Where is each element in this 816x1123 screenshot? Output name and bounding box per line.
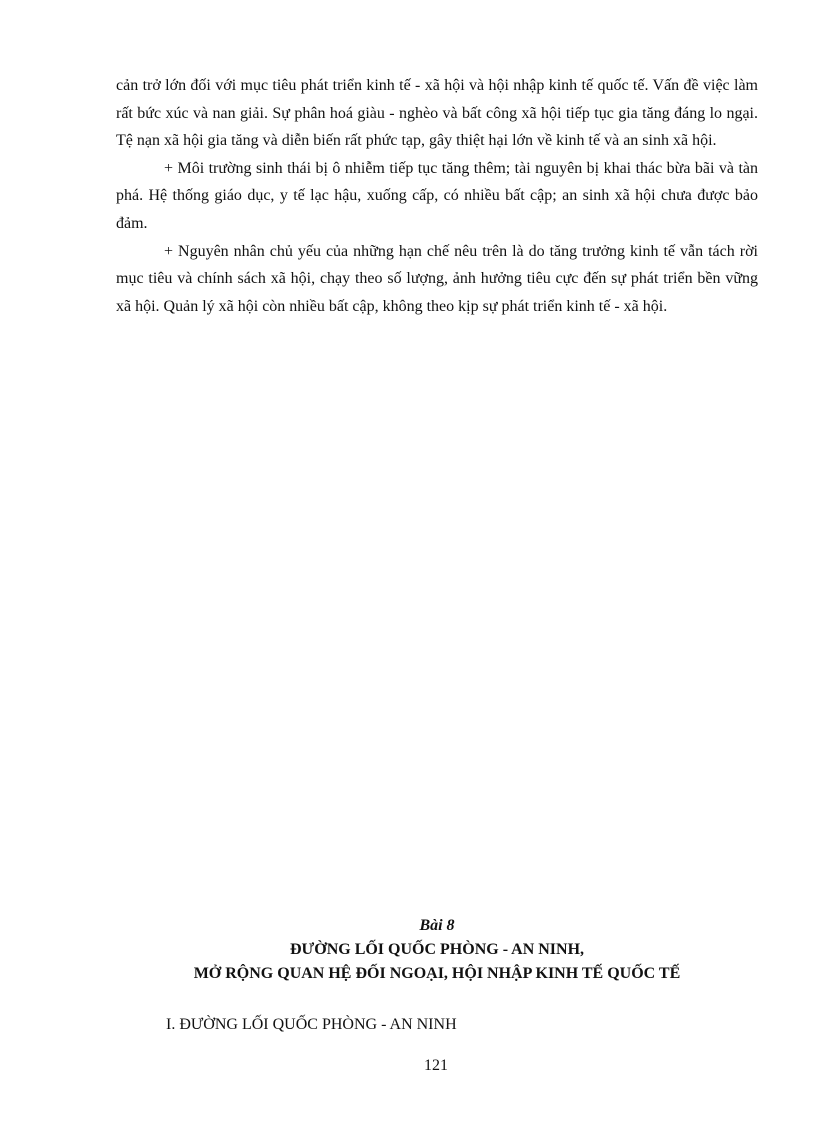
paragraph-social-issues: cản trở lớn đối với mục tiêu phát triển kinh tế - xã hội và hội nhập kinh tế quốc tế. Vấn đề việc làm rất bức xúc và nan giải. Sự phân hoá giàu - nghèo và bất công xã hội tiếp tục gia tăng đáng lo ngại. Tệ nạn xã hội gia tăng và diễn biến rất phức tạp, gây thiệt hại lớn về kinh tế và an sinh xã hội. [116, 77, 758, 150]
lesson-header [116, 914, 758, 986]
lesson-title-line-2: MỞ RỘNG QUAN HỆ ĐỐI NGOẠI, HỘI NHẬP KINH TẾ QUỐC TẾ [193, 965, 681, 982]
section-heading: I. ĐƯỜNG LỐI QUỐC PHÒNG - AN NINH [166, 1016, 457, 1033]
page-number: 121 [424, 1057, 448, 1074]
paragraph-causes: + Nguyên nhân chủ yếu của những hạn chế nêu trên là do tăng trưởng kinh tế vẫn tách rời mục tiêu và chính sách xã hội, chạy theo số lượng, ảnh hưởng tiêu cực đến sự phát triển bền vững xã hội. Quản lý xã hội còn nhiều bất cập, không theo kịp sự phát triển kinh tế - xã hội. [116, 242, 758, 315]
lesson-title-line-1: ĐƯỜNG LỐI QUỐC PHÒNG - AN NINH, [289, 941, 585, 958]
paragraph-environment: + Môi trường sinh thái bị ô nhiễm tiếp tục tăng thêm; tài nguyên bị khai thác bừa bãi và tàn phá. Hệ thống giáo dục, y tế lạc hậu, xuống cấp, có nhiều bất cập; an sinh xã hội chưa được bảo đảm. [116, 159, 758, 232]
body-text [116, 72, 758, 320]
lesson-number: Bài 8 [419, 917, 455, 934]
